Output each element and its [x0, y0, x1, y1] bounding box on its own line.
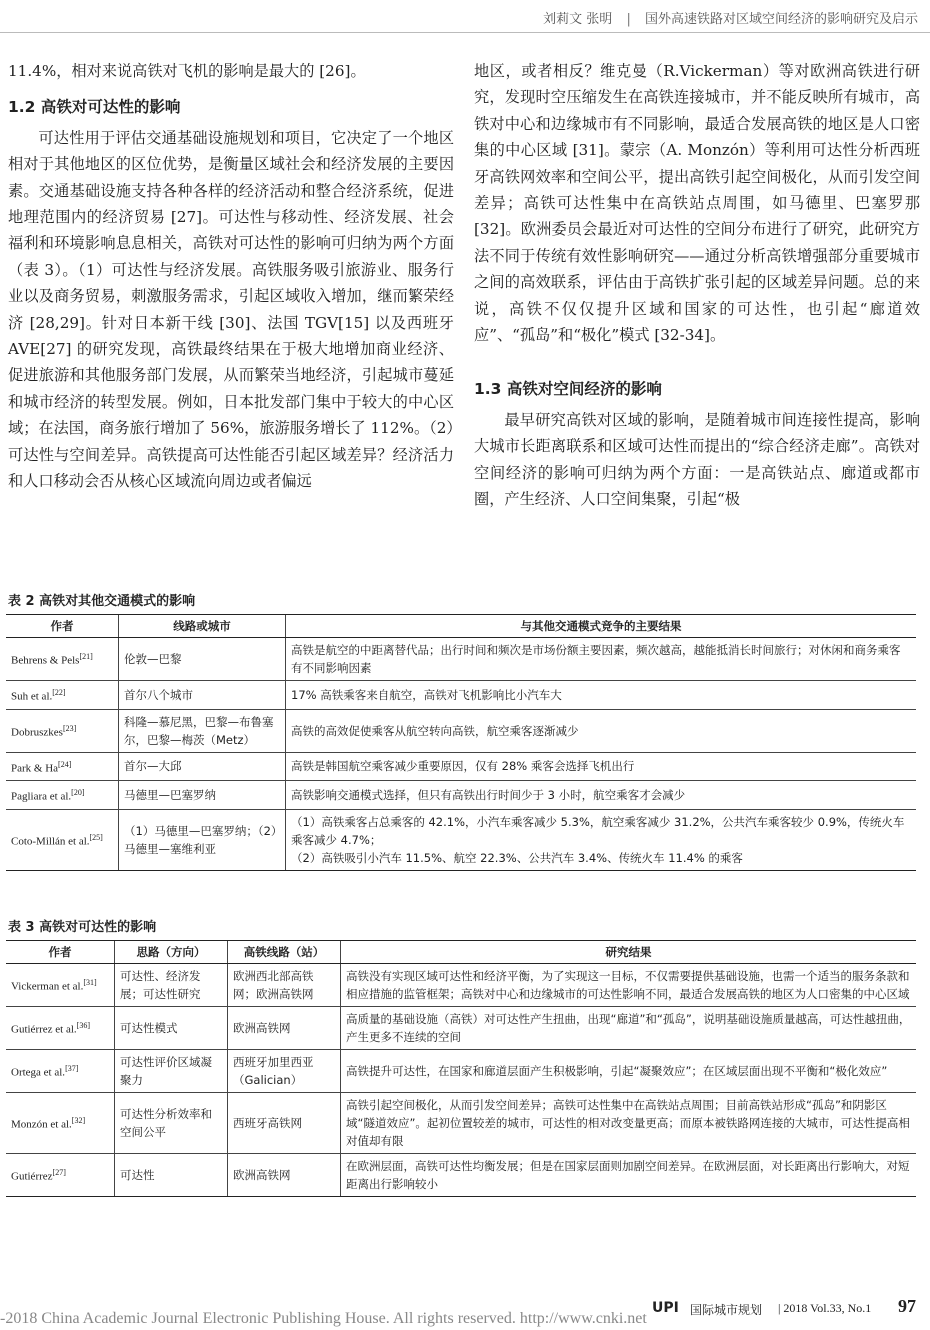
journal-logo: UPI: [652, 1300, 679, 1316]
table2-route-cell: 科隆—慕尼黑，巴黎—布鲁塞尔，巴黎—梅茨（Metz）: [119, 709, 286, 752]
table2-header-route: 线路或城市: [119, 615, 286, 638]
table-row: [6, 1154, 916, 1197]
table3-result-cell: 高铁没有实现区域可达性和经济平衡，为了实现这一目标，不仅需要提供基础设施，也需一个适当的服务条款和相应措施的监管框架；高铁对中心和边缘城市的可达性影响不同，最适合发展高铁的地区为人口密集的中心区域: [341, 964, 917, 1007]
table3-line-cell: 欧洲高铁网: [228, 1154, 341, 1197]
page-footer: [0, 1296, 930, 1330]
table2-title: 表 2 高铁对其他交通模式的影响: [8, 594, 196, 609]
table2-result-cell: 高铁影响交通模式选择，但只有高铁出行时间少于 3 小时，航空乘客才会减少: [286, 781, 917, 810]
table2-route-cell: （1）马德里—巴塞罗纳；（2）马德里—塞维利亚: [119, 809, 286, 870]
table2-result-cell: 高铁是航空的中距离替代品；出行时间和频次是市场份额主要因素，频次越高，越能抵消长时间旅行；对休闲和商务乘客有不同影响因素: [286, 638, 917, 681]
table3-idea-cell: 可达性模式: [115, 1007, 228, 1050]
table3-line-cell: 西班牙高铁网: [228, 1093, 341, 1154]
table3-header-idea: 思路（方向）: [115, 941, 228, 964]
table2-route-cell: 伦敦—巴黎: [119, 638, 286, 681]
table2-result-cell: [286, 809, 917, 870]
left-column: [8, 58, 454, 495]
table-row: [6, 781, 916, 810]
table-row: [6, 1050, 916, 1093]
left-paragraph-0: 11.4%，相对来说高铁对飞机的影响是最大的 [26]。: [8, 62, 366, 80]
copyright-watermark: -2018 China Academic Journal Electronic Publishing House. All rights reserved. http://www.cnki.net: [0, 1310, 647, 1327]
table-row: [6, 681, 916, 710]
table-row: [6, 709, 916, 752]
table2: [6, 614, 916, 871]
table2-result-line-1: （1）高铁乘客占总乘客的 42.1%，小汽车乘客减少 5.3%，航空乘客减少 31.2%，公共汽车乘客较少 0.9%，传统火车乘客减少 4.7%；: [291, 814, 905, 847]
table2-header-author: 作者: [6, 615, 119, 638]
table3-author-cell: Monzón et al.[32]: [6, 1093, 115, 1154]
table3-result-cell: 高质量的基础设施（高铁）对可达性产生扭曲，出现“廊道”和“孤岛”，说明基础设施质量越高，可达性越扭曲，产生更多不连续的空间: [341, 1007, 917, 1050]
table-row: [6, 638, 916, 681]
section-heading-1-2: 1.2 高铁对可达性的影响: [8, 98, 181, 117]
table-row: [6, 1093, 916, 1154]
table2-result-cell: 高铁的高效促使乘客从航空转向高铁，航空乘客逐渐减少: [286, 709, 917, 752]
table2-author-cell: Suh et al.[22]: [6, 681, 119, 710]
table3-title: 表 3 高铁对可达性的影响: [8, 920, 157, 935]
table2-result-cell: 高铁是韩国航空乘客减少重要原因，仅有 28% 乘客会选择飞机出行: [286, 752, 917, 781]
left-paragraph-1: 可达性用于评估交通基础设施规划和项目，它决定了一个地区相对于其他地区的区位优势，是衡量区域社会和经济发展的主要因素。交通基础设施支持各种各样的经济活动和整合经济系统，促进地理范围内的经济贸易 [27]。可达性与移动性、经济发展、社会福利和环境影响息息相关，高铁对可达性的影响可归纳为两个方面（表 3）。（1）可达性与经济发展。高铁服务吸引旅游业、服务行业以及商务贸易，刺激服务需求，引起区域收入增加，继而繁荣经济 [28,29]。针对日本新干线 [30]、法国 TGV[15] 以及西班牙 AVE[27] 的研究发现，高铁最终结果在于极大地增加商业经济、促进旅游和其他服务部门发展，从而繁荣当地经济，引起城市蔓延和城市经济的转型发展。例如，日本批发部门集中于较大的中心区域；在法国，商务旅行增加了 56%，旅游服务增长了 112%。（2）可达性与空间差异。高铁提高可达性能否引起区域差异？经济活力和人口移动会否从核心区域流向周边或者偏远: [8, 128, 454, 491]
table2-route-cell: 首尔八个城市: [119, 681, 286, 710]
journal-volume: | 2018 Vol.33, No.1: [778, 1301, 872, 1315]
table2-result-line-2: （2）高铁吸引小汽车 11.5%、航空 22.3%、公共汽车 3.4%、传统火车 11.4% 的乘客: [291, 850, 743, 865]
table3-line-cell: 欧洲西北部高铁网；欧洲高铁网: [228, 964, 341, 1007]
table3-line-cell: 欧洲高铁网: [228, 1007, 341, 1050]
table3-line-cell: 西班牙加里西亚（Galician）: [228, 1050, 341, 1093]
table3-header-line: 高铁线路（站）: [228, 941, 341, 964]
header-authors: 刘莉文 张明: [543, 12, 613, 27]
table2-route-cell: 马德里—巴塞罗纳: [119, 781, 286, 810]
right-column: [474, 58, 920, 513]
table3-result-cell: 高铁引起空间极化，从而引发空间差异；高铁可达性集中在高铁站点周围；目前高铁站形成“孤岛”和阴影区域“隧道效应”。起初位置较差的城市，可达性的相对改变量更高；而原本被铁路网连接的大城市，可达性提高相对值却有限: [341, 1093, 917, 1154]
table3-result-cell: 高铁提升可达性，在国家和廊道层面产生积极影响，引起“凝聚效应”；在区域层面出现不平衡和“极化效应”: [341, 1050, 917, 1093]
table-row: [6, 752, 916, 781]
table3-header-result: 研究结果: [341, 941, 917, 964]
table2-route-cell: 首尔—大邱: [119, 752, 286, 781]
header-separator: |: [626, 12, 631, 27]
header-title: 国外高速铁路对区域空间经济的影响研究及启示: [644, 12, 918, 27]
table-row: [6, 1007, 916, 1050]
table3-idea-cell: 可达性分析效率和空间公平: [115, 1093, 228, 1154]
table2-author-cell: Behrens & Pels[21]: [6, 638, 119, 681]
table3-author-cell: Ortega et al.[37]: [6, 1050, 115, 1093]
page-number: 97: [898, 1296, 916, 1316]
header-rule: [0, 32, 930, 33]
right-paragraph-0: 地区，或者相反？维克曼（R.Vickerman）等对欧洲高铁进行研究，发现时空压缩发生在高铁连接城市，并不能反映所有城市，高铁对中心和边缘城市有不同影响，最适合发展高铁的地区是人口密集的中心区域 [31]。蒙宗（A. Monzón）等利用可达性分析西班牙高铁网效率和空间公平，提出高铁引起空间极化，从而引发空间差异；高铁可达性集中在高铁站点周围，如马德里、巴塞罗那 [32]。欧洲委员会最近对可达性的空间分布进行了研究，此研究方法不同于传统有效性影响研究——通过分析高铁增强部分重要城市之间的高效联系，评估由于高铁扩张引起的区域差异问题。总的来说，高铁不仅仅提升区域和国家的可达性，也引起“廊道效应”、“孤岛”和“极化”模式 [32-34]。: [474, 62, 920, 345]
table2-author-cell: Dobruszkes[23]: [6, 709, 119, 752]
table3-header-author: 作者: [6, 941, 115, 964]
table3-idea-cell: 可达性: [115, 1154, 228, 1197]
table2-author-cell: Coto-Millán et al.[25]: [6, 809, 119, 870]
table3-idea-cell: 可达性评价区域凝聚力: [115, 1050, 228, 1093]
table2-author-cell: Pagliara et al.[20]: [6, 781, 119, 810]
journal-name: 国际城市规划: [690, 1303, 763, 1317]
table-row: [6, 964, 916, 1007]
table2-header-result: 与其他交通模式竞争的主要结果: [286, 615, 917, 638]
running-header: [543, 8, 918, 27]
table3-idea-cell: 可达性、经济发展；可达性研究: [115, 964, 228, 1007]
table2-author-cell: Park & Ha[24]: [6, 752, 119, 781]
table-row: [6, 809, 916, 870]
section-heading-1-3: 1.3 高铁对空间经济的影响: [474, 380, 662, 399]
table3-author-cell: Gutiérrez[27]: [6, 1154, 115, 1197]
table3-result-cell: 在欧洲层面，高铁可达性均衡发展；但是在国家层面则加剧空间差异。在欧洲层面，对长距离出行影响大，对短距离出行影响较小: [341, 1154, 917, 1197]
table3-author-cell: Gutiérrez et al.[36]: [6, 1007, 115, 1050]
table3: [6, 940, 916, 1197]
right-paragraph-1: 最早研究高铁对区域的影响，是随着城市间连接性提高，影响大城市长距离联系和区域可达性而提出的“综合经济走廊”。高铁对空间经济的影响可归纳为两个方面：一是高铁站点、廊道或都市圈，产生经济、人口空间集聚，引起“极: [474, 410, 920, 509]
table3-author-cell: Vickerman et al.[31]: [6, 964, 115, 1007]
table2-result-cell: 17% 高铁乘客来自航空，高铁对飞机影响比小汽车大: [286, 681, 917, 710]
